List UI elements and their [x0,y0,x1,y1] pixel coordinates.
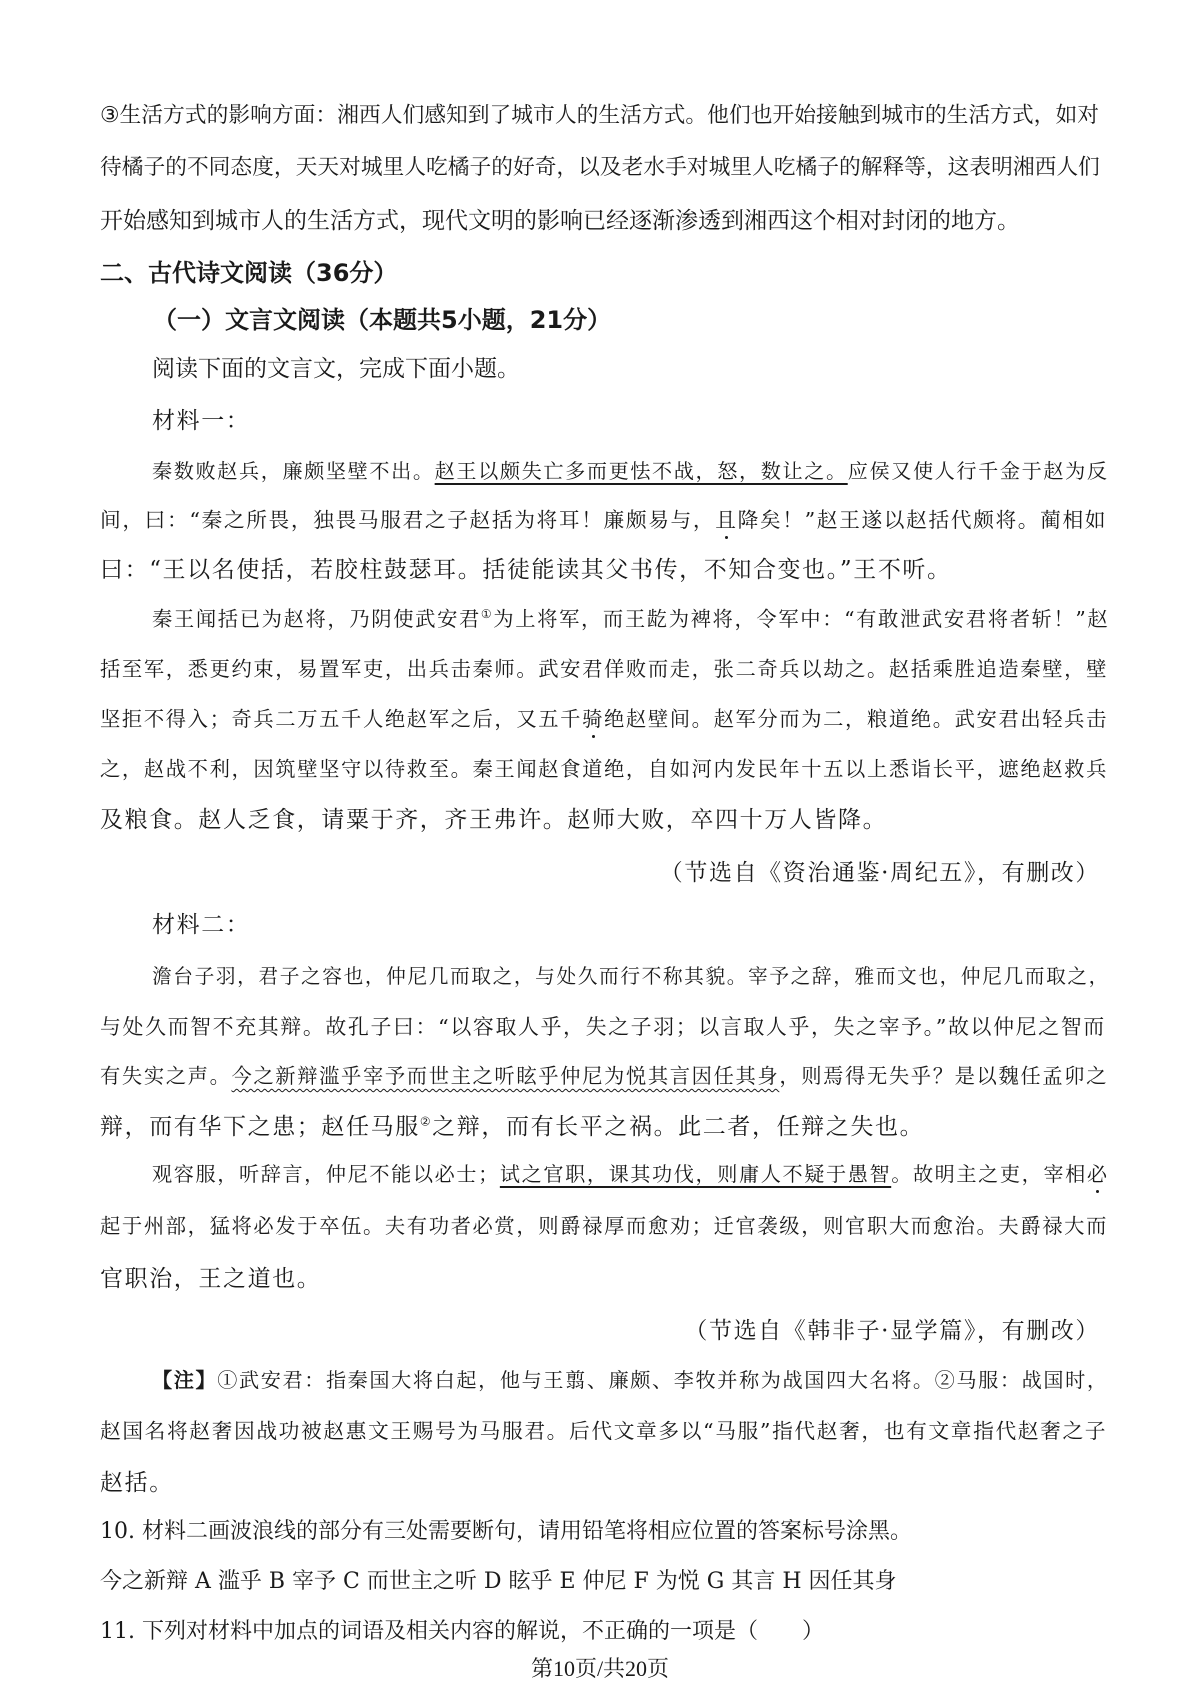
prev-answer-line-3: 开始感知到城市人的生活方式，现代文明的影响已经逐渐渗透到湘西这个相对封闭的地方。 [100,208,1020,234]
material-two-para2-line1: 观容服，听辞言，仲尼不能以必士；试之官职，课其功伐，则庸人不疑于愚智。故明主之吏，宰相必 [152,1162,1109,1186]
material-one-para2-line5: 及粮食。赵人乏食，请粟于齐，齐王弗许。赵师大败，卒四十万人皆降。 [100,807,888,833]
material-two-para1-line4: 辩，而有华下之患；赵任马服②之辩，而有长平之祸。此二者，任辩之失也。 [100,1114,925,1140]
dotted-word-bi: 必 [1086,1162,1109,1186]
material-one-para2-line2: 括至军，悉更约束，易置军吏，出兵击秦师。武安君佯败而走，张二奇兵以劫之。赵括乘胜追造秦壁，壁 [100,657,1108,681]
material-two-para2-line3: 官职治，王之道也。 [100,1266,322,1292]
material-one-para2-line1: 秦王闻括已为赵将，乃阴使武安君①为上将军，而王龁为裨将，令军中：“有敢泄武安君将者斩！”赵 [152,607,1110,631]
notes-line-3: 赵括。 [100,1470,174,1496]
question-10-options: 今之新辩 A 滥乎 B 宰予 C 而世主之听 D 眩乎 E 仲尼 F 为悦 G 其言 H 因任其身 [100,1569,897,1594]
material-two-para2-line2: 起于州部，猛将必发于卒伍。夫有功者必赏，则爵禄厚而愈劝；迁官袭级，则官职大而愈治。夫爵禄大而 [100,1214,1108,1238]
material-one-label: 材料一： [152,408,251,434]
dotted-word-qi: 骑 [582,707,604,731]
prev-answer-line-2: 待橘子的不同态度，天天对城里人吃橘子的好奇，以及老水手对城里人吃橘子的解释等，这表明湘西人们 [100,155,1100,180]
material-one-para2-line4: 之，赵战不利，因筑壁坚守以待救至。秦王闻赵食道绝，自如河内发民年十五以上悉诣长平，遮绝赵救兵 [100,757,1108,781]
notes-line-1: 【注】①武安君：指秦国大将白起，他与王翦、廉颇、李牧并称为战国四大名将。②马服：战国时， [152,1368,1109,1392]
material-one-para2-line3: 坚拒不得入；奇兵二万五千人绝赵军之后，又五千骑绝赵壁间。赵军分而为二，粮道绝。武安君出轻兵击 [100,707,1108,731]
question-11: 11. 下列对材料中加点的词语及相关内容的解说，不正确的一项是（ ） [100,1619,824,1644]
section-heading: 二、古代诗文阅读（36分） [100,259,398,287]
dotted-word-qie: 且 [715,508,738,532]
material-two-para1-line3: 有失实之声。今之新辩滥乎宰予而世主之听眩乎仲尼为悦其言因任其身，则焉得无失乎？是以魏任孟卯之 [100,1064,1109,1088]
material-one-para1-line1: 秦数败赵兵，廉颇坚壁不出。赵王以颇失亡多而更怯不战，怒，数让之。应侯又使人行千金于赵为反 [152,459,1109,483]
page-number: 第10页/共20页 [530,1656,670,1681]
question-10: 10. 材料二画波浪线的部分有三处需要断句，请用铅笔将相应位置的答案标号涂黑。 [100,1519,912,1544]
material-one-para1-line3: 曰：“王以名使括，若胶柱鼓瑟耳。括徒能读其父书传，不知合变也。”王不听。 [100,557,952,583]
footnote-marker-1: ① [480,607,494,622]
notes-line-2: 赵国名将赵奢因战功被赵惠文王赐号为马服君。后代文章多以“马服”指代赵奢，也有文章指代赵奢之子 [100,1419,1108,1443]
material-one-para1-line2: 间，曰：“秦之所畏，独畏马服君之子赵括为将耳！廉颇易与，且降矣！”赵王遂以赵括代颇将。蔺相如 [100,508,1108,532]
wavy-underlined-passage: 今之新辩滥乎宰予而世主之听眩乎仲尼为悦其言因任其身 [231,1064,780,1088]
footnote-marker-2: ② [419,1114,433,1129]
subsection-heading: （一）文言文阅读（本题共5小题，21分） [153,306,612,334]
material-two-para1-line2: 与处久而智不充其辩。故孔子曰：“以容取人乎，失之子羽；以言取人乎，失之宰予。”故以仲尼之智而 [100,1015,1106,1039]
material-one-source: （节选自《资治通鉴·周纪五》，有删改） [659,860,1100,886]
prev-answer-line-1: ③生活方式的影响方面：湘西人们感知到了城市人的生活方式。他们也开始接触到城市的生活方式，如对 [100,103,1099,128]
instruction-text: 阅读下面的文言文，完成下面小题。 [152,356,520,382]
underlined-sentence-2: 试之官职，课其功伐，则庸人不疑于愚智 [499,1162,892,1186]
underlined-sentence: 赵王以颇失亡多而更怯不战，怒，数让之。 [434,459,848,483]
material-two-label: 材料二： [152,912,251,938]
material-two-para1-line1: 澹台子羽，君子之容也，仲尼几而取之，与处久而行不称其貌。宰予之辞，雅而文也，仲尼几而取之， [152,965,1110,988]
material-two-source: （节选自《韩非子·显学篇》，有删改） [684,1318,1100,1344]
notes-label: 【注】 [152,1368,218,1392]
